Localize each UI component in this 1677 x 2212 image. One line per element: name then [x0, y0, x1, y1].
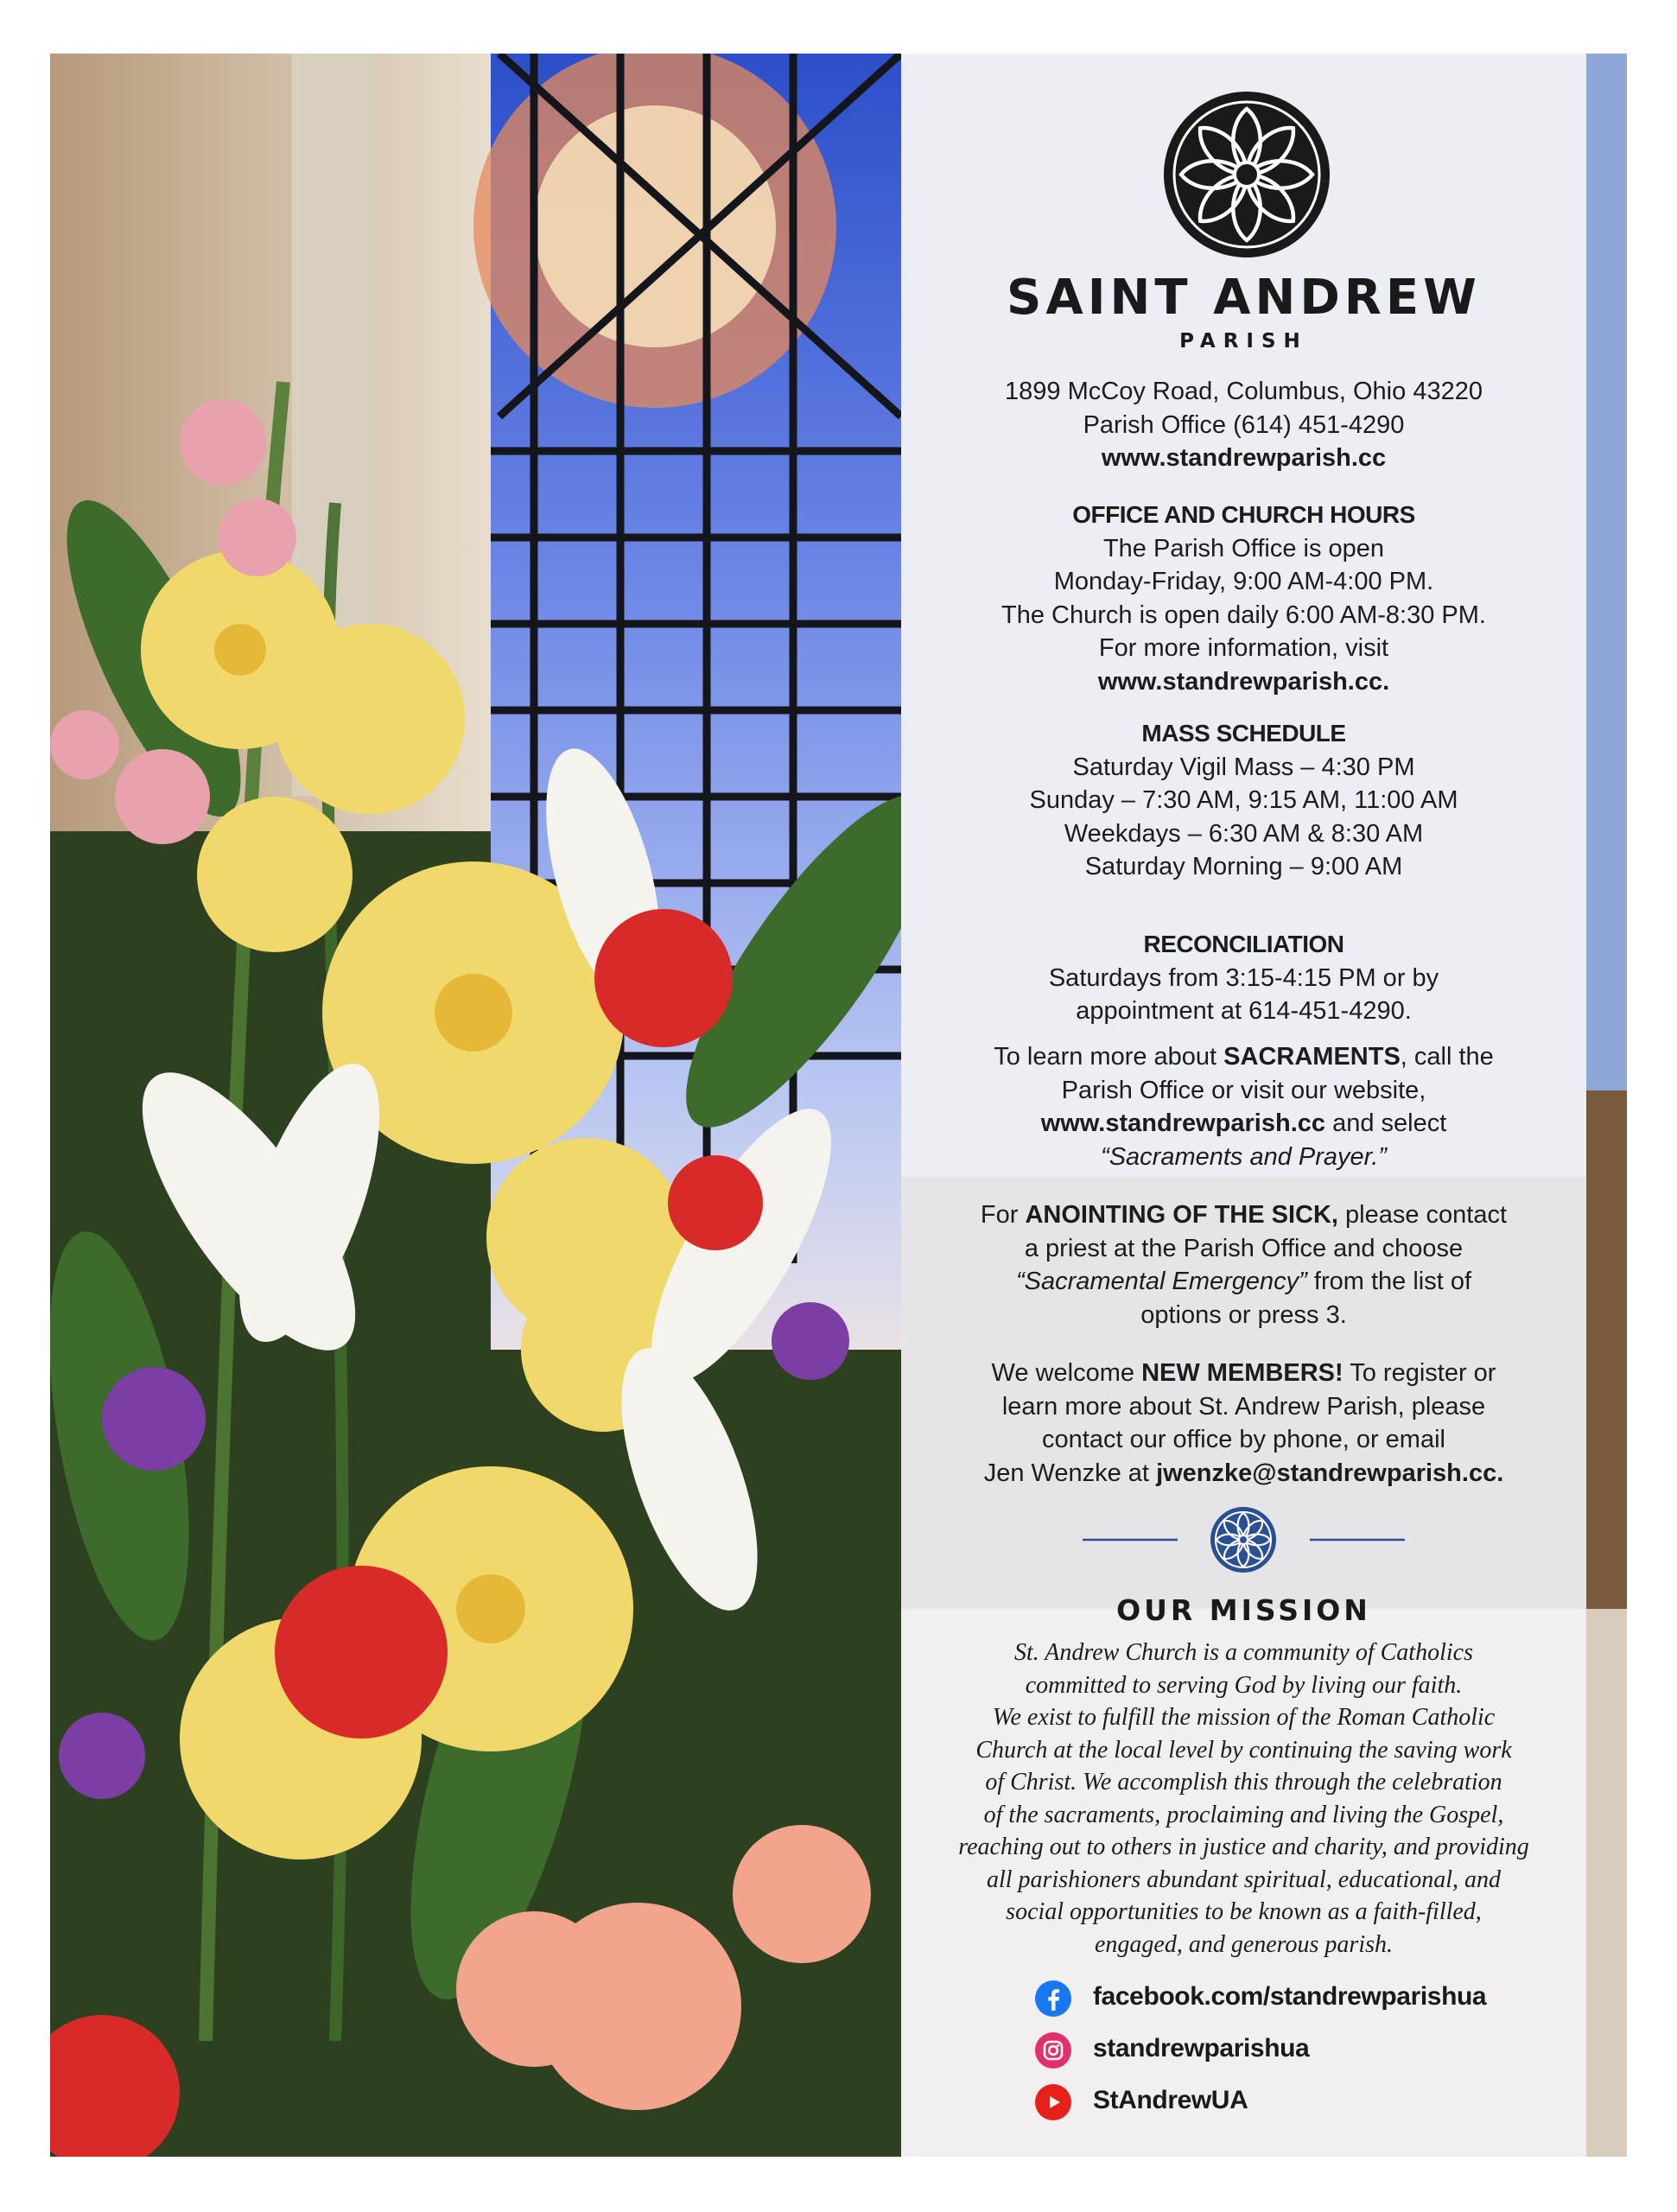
mission-line: social opportunities to be known as a faith-filled,: [1006, 1898, 1482, 1925]
mission-line: of Christ. We accomplish this through the celebration: [985, 1769, 1502, 1796]
facebook-link[interactable]: [1035, 1980, 1519, 2018]
section-divider: [901, 1505, 1586, 1574]
sacraments-emphasis: SACRAMENTS: [1223, 1043, 1401, 1071]
anointing-line-end: from the list of: [1306, 1268, 1471, 1295]
members-line: learn more about St. Andrew Parish, please: [1001, 1392, 1486, 1421]
divider-rosette-icon: [1210, 1507, 1276, 1573]
sacraments-line: Parish Office or visit our website,: [1061, 1076, 1426, 1104]
sacraments-section: [918, 1040, 1569, 1173]
sacraments-intro: To learn more about: [994, 1043, 1224, 1071]
mass-time: Saturday Morning – 9:00 AM: [1084, 853, 1403, 880]
anointing-intro-end: please contact: [1337, 1201, 1508, 1229]
hours-website-link[interactable]: www.standrewparish.cc.: [1097, 667, 1390, 696]
members-intro: We welcome: [991, 1359, 1142, 1387]
mission-line: of the sacraments, proclaiming and living the Gospel,: [983, 1801, 1504, 1828]
website-link[interactable]: www.standrewparish.cc: [1101, 444, 1387, 472]
youtube-icon: [1035, 2084, 1071, 2120]
mass-time: Weekdays – 6:30 AM & 8:30 AM: [1064, 819, 1424, 848]
contact-block: [918, 375, 1569, 475]
flyer-frame: [50, 54, 1627, 2157]
hours-line: For more information, visit: [1098, 634, 1389, 662]
parish-rosette-logo: [1160, 88, 1333, 261]
instagram-icon: [1035, 2032, 1071, 2069]
hours-line: The Parish Office is open: [1102, 534, 1385, 563]
mission-statement: [918, 1637, 1569, 1961]
mission-line: all parishioners abundant spiritual, educational, and: [986, 1866, 1501, 1893]
parish-office-phone[interactable]: Parish Office (614) 451-4290: [1083, 410, 1405, 439]
reconciliation-heading: RECONCILIATION: [1143, 931, 1344, 957]
flower-photo: [50, 54, 901, 2157]
members-line: contact our office by phone, or email: [1042, 1426, 1445, 1453]
anointing-line: a priest at the Parish Office and choose: [1024, 1234, 1464, 1262]
mission-line: We exist to fulfill the mission of the Roman Catholic: [992, 1704, 1496, 1731]
sacraments-intro-end: , call the: [1400, 1043, 1494, 1071]
sacraments-website-link[interactable]: www.standrewparish.cc: [1040, 1109, 1326, 1137]
anointing-option-name: “Sacramental Emergency”: [1015, 1268, 1307, 1295]
anointing-intro: For: [980, 1201, 1026, 1229]
youtube-link[interactable]: [1035, 2084, 1519, 2122]
mass-schedule-section: [918, 717, 1569, 884]
members-contact-name: Jen Wenzke at: [983, 1459, 1157, 1487]
members-emphasis: NEW MEMBERS!: [1141, 1359, 1344, 1387]
reconciliation-line: Saturdays from 3:15-4:15 PM or by: [1048, 963, 1439, 992]
info-panel: [901, 54, 1586, 2157]
mission-line: St. Andrew Church is a community of Catholics: [1014, 1639, 1473, 1666]
sacraments-menu-name: “Sacraments and Prayer.”: [1101, 1142, 1387, 1171]
youtube-handle: StAndrewUA: [1093, 2086, 1248, 2114]
members-email-link[interactable]: jwenzke@standrewparish.cc.: [1156, 1459, 1504, 1487]
reconciliation-line: appointment at 614-451-4290.: [1076, 997, 1412, 1025]
mass-time: Sunday – 7:30 AM, 9:15 AM, 11:00 AM: [1029, 786, 1458, 814]
instagram-handle: standrewparishua: [1093, 2034, 1310, 2063]
mass-heading: MASS SCHEDULE: [1141, 720, 1346, 747]
mission-line: Church at the local level by continuing the saving work: [975, 1736, 1512, 1764]
mission-line: engaged, and generous parish.: [1094, 1930, 1394, 1958]
reconciliation-section: [918, 928, 1569, 1028]
mission-line: committed to serving God by living our faith.: [1025, 1671, 1463, 1699]
mission-title: OUR MISSION: [1116, 1593, 1371, 1627]
facebook-icon: [1035, 1980, 1071, 2017]
parish-name: SAINT ANDREW: [1007, 270, 1481, 326]
address: 1899 McCoy Road, Columbus, Ohio 43220: [1005, 378, 1483, 405]
anointing-section: [918, 1198, 1569, 1332]
new-members-section: [918, 1357, 1569, 1490]
anointing-line: options or press 3.: [1140, 1300, 1347, 1329]
hours-section: [918, 499, 1569, 698]
hours-line: Monday-Friday, 9:00 AM-4:00 PM.: [1053, 568, 1434, 595]
facebook-handle: facebook.com/standrewparishua: [1093, 1982, 1487, 2011]
hours-line: The Church is open daily 6:00 AM-8:30 PM.: [1001, 601, 1486, 629]
mission-line: reaching out to others in justice and charity, and providing: [958, 1834, 1529, 1860]
parish-subtitle: PARISH: [1179, 330, 1308, 353]
sacraments-select-text: and select: [1325, 1109, 1447, 1137]
anointing-emphasis: ANOINTING OF THE SICK,: [1025, 1201, 1338, 1229]
hours-heading: OFFICE AND CHURCH HOURS: [1072, 501, 1415, 528]
members-intro-end: To register or: [1343, 1359, 1496, 1387]
mass-time: Saturday Vigil Mass – 4:30 PM: [1072, 753, 1415, 781]
instagram-link[interactable]: [1035, 2032, 1519, 2070]
